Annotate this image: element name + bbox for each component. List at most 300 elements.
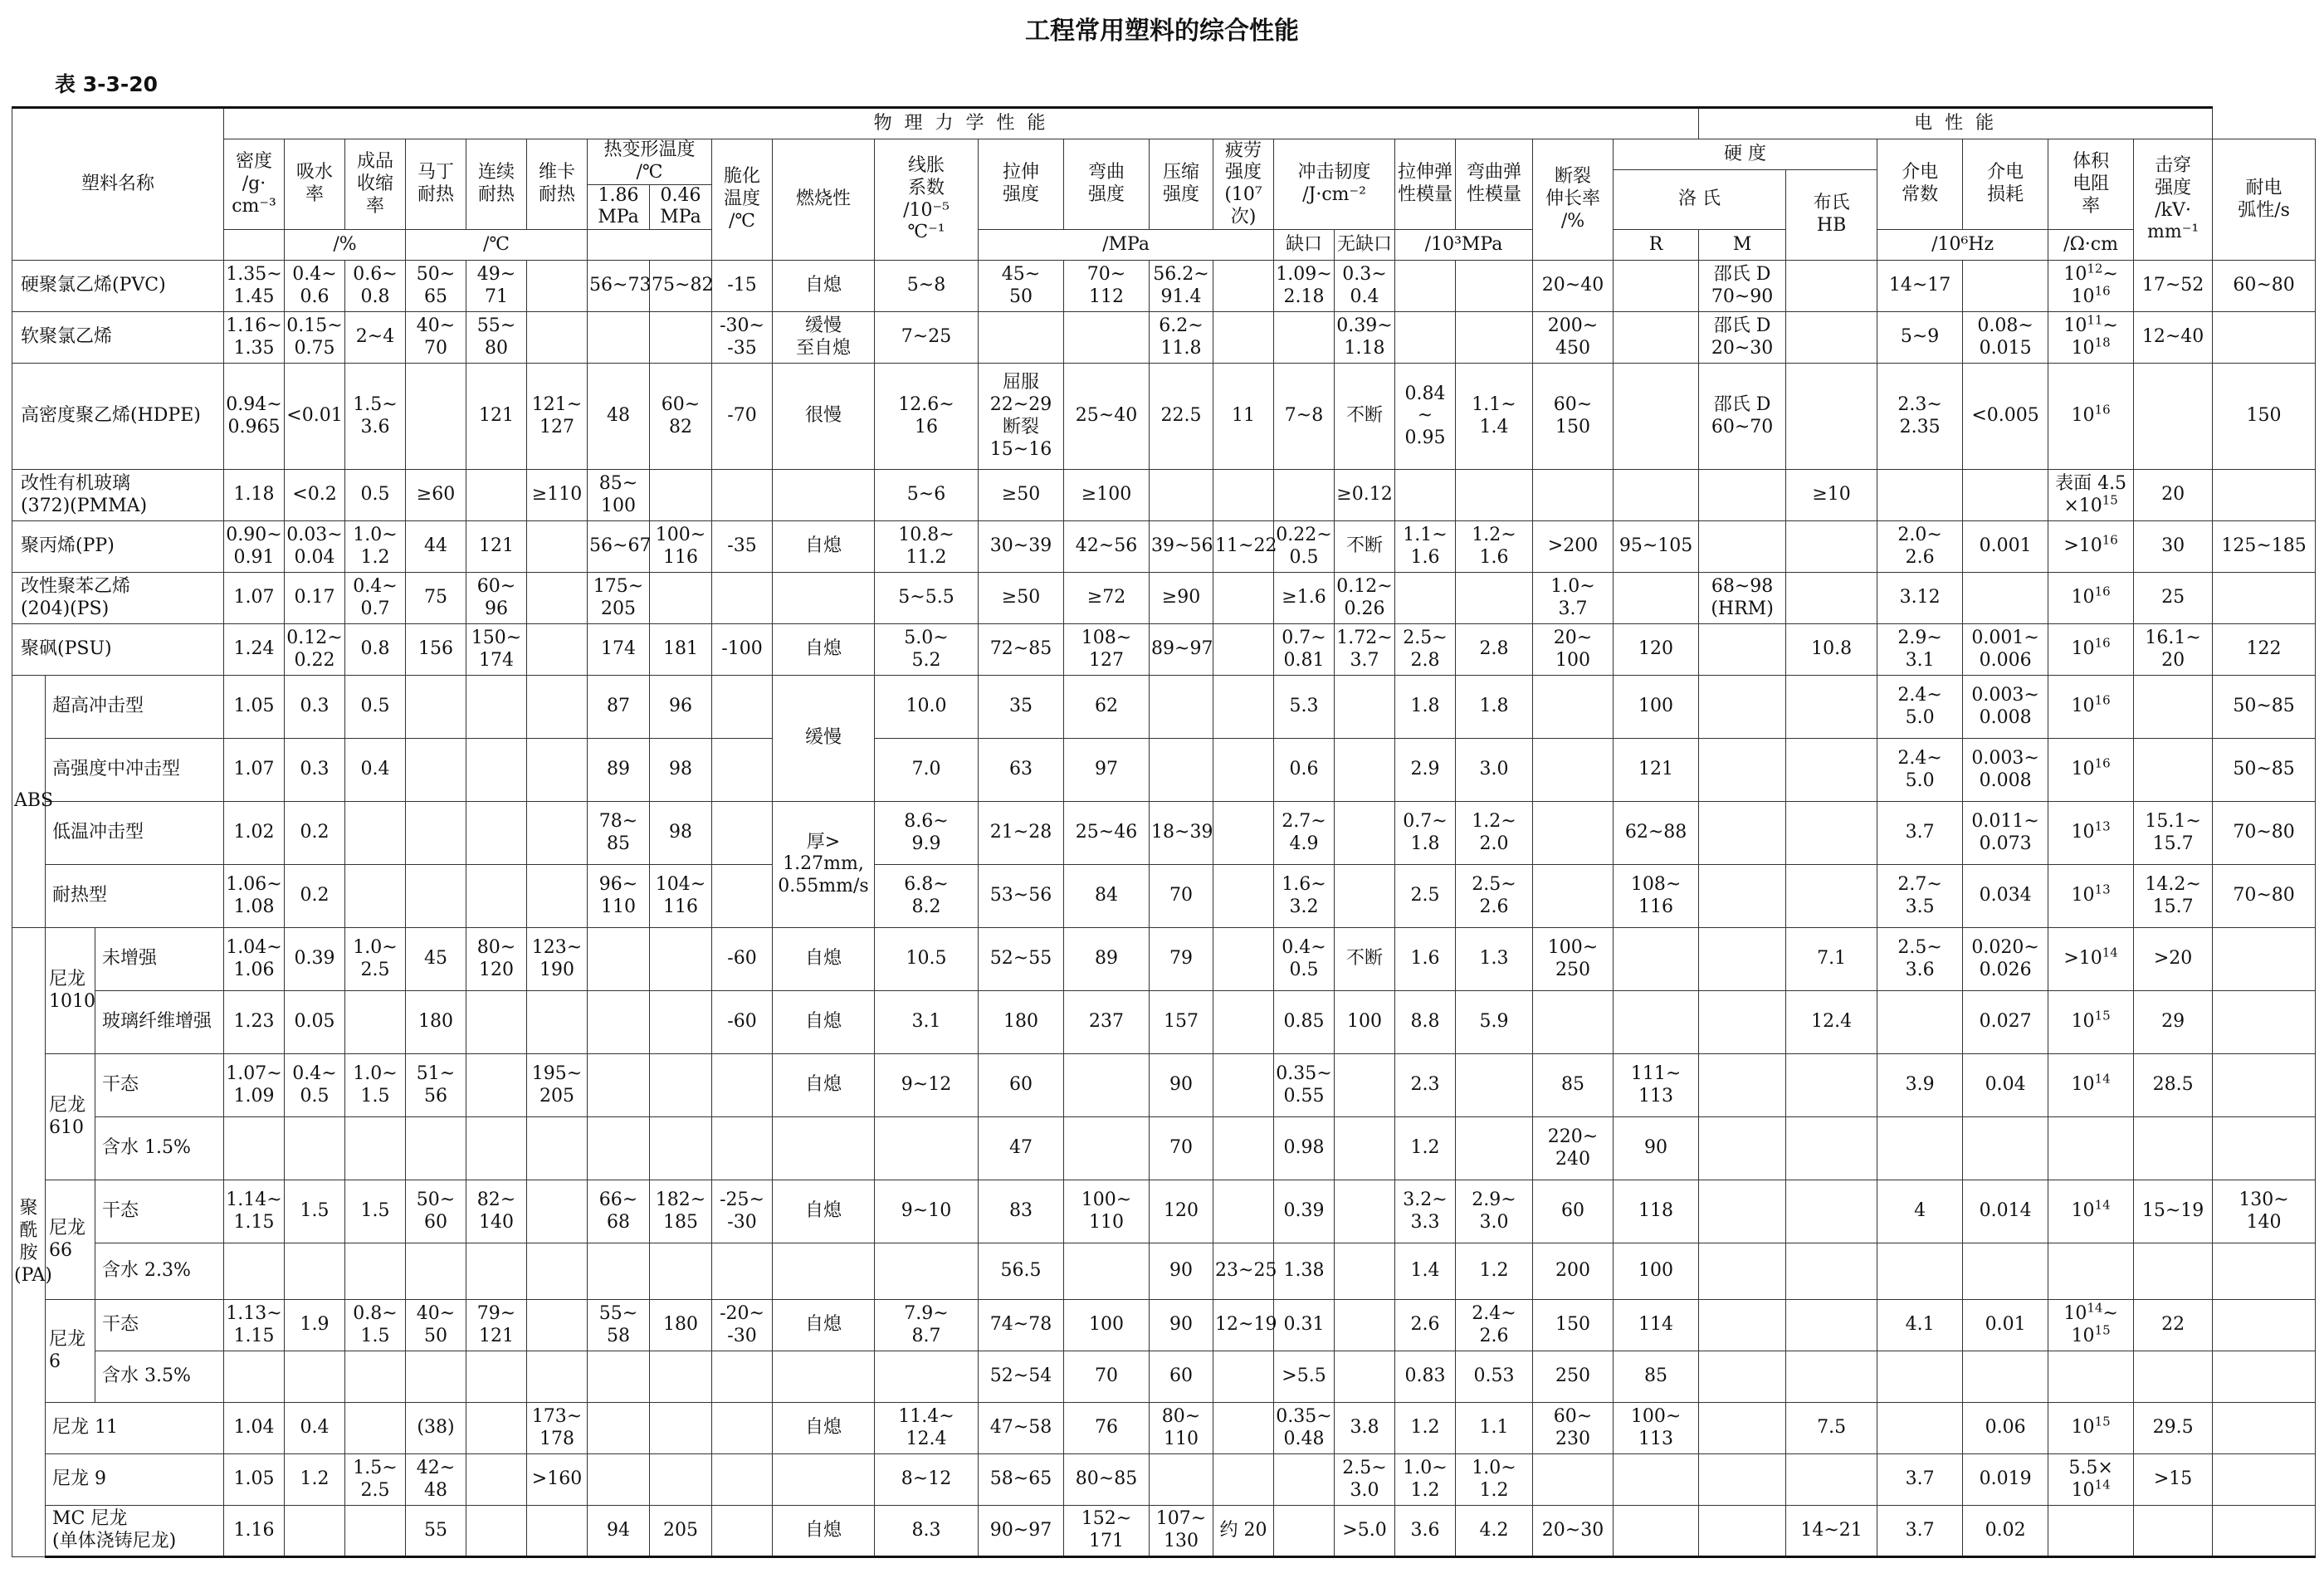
table-row (12, 865, 2316, 928)
value-cell-comp: 120 (1150, 1180, 1213, 1243)
value-cell-hdt046 (650, 928, 712, 991)
value-cell-elong: 100~ 250 (1533, 928, 1614, 991)
value-cell-comp: 18~39 (1150, 802, 1213, 865)
table-row (12, 1454, 2316, 1506)
value-cell-shrink: 0.4~ 0.7 (345, 573, 406, 624)
value-cell-dk: 14~17 (1877, 261, 1963, 312)
value-cell-tensile: 52~54 (979, 1351, 1064, 1403)
value-cell-hr: 62~88 (1614, 802, 1699, 865)
value-cell-vicat (527, 261, 588, 312)
value-cell-fatigue (1213, 1454, 1274, 1506)
value-cell-tmod (1395, 261, 1456, 312)
value-cell-bd: 15~19 (2134, 1180, 2213, 1243)
value-cell-hm (1699, 676, 1786, 739)
value-cell-fatigue: 约 20 (1213, 1506, 1274, 1557)
value-cell-tmod: 1.2 (1395, 1403, 1456, 1454)
value-cell-df: 0.019 (1963, 1454, 2048, 1506)
value-cell-flex: 80~85 (1064, 1454, 1150, 1506)
value-cell-flame (773, 1454, 875, 1506)
header-unit-pct: /% (285, 230, 406, 261)
value-cell-fatigue (1213, 573, 1274, 624)
value-cell-bd (2134, 739, 2213, 802)
value-cell-comp: 90 (1150, 1300, 1213, 1351)
value-cell-hdt186 (588, 991, 650, 1054)
value-cell-notched (1274, 470, 1335, 521)
value-cell-df (1963, 1117, 2048, 1180)
value-cell-bd: 29.5 (2134, 1403, 2213, 1454)
header-flammability: 燃烧性 (773, 139, 875, 261)
value-cell-notched: 0.35~ 0.55 (1274, 1054, 1335, 1117)
material-name: 尼龙 9 (46, 1454, 224, 1506)
value-cell-cte: 7.0 (875, 739, 979, 802)
value-cell-tensile: 35 (979, 676, 1064, 739)
value-cell-hdt186 (588, 1243, 650, 1300)
value-cell-comp: 80~ 110 (1150, 1403, 1213, 1454)
value-cell-cont (466, 739, 527, 802)
value-cell-flex: 70 (1064, 1351, 1150, 1403)
table-row (12, 1506, 2316, 1557)
value-cell-hm (1699, 928, 1786, 991)
value-cell-hdt046 (650, 1117, 712, 1180)
value-cell-water: 0.03~ 0.04 (285, 521, 345, 573)
value-cell-fmod: 4.2 (1456, 1506, 1533, 1557)
table-row (12, 991, 2316, 1054)
value-cell-arc: 150 (2213, 364, 2316, 470)
value-cell-martens (406, 739, 466, 802)
value-cell-hr: 85 (1614, 1351, 1699, 1403)
value-cell-bd: 28.5 (2134, 1054, 2213, 1117)
value-cell-vr: 5.5× $10^{14}$ (2048, 1454, 2134, 1506)
value-cell-tensile: 30~39 (979, 521, 1064, 573)
value-cell-elong: 1.0~ 3.7 (1533, 573, 1614, 624)
value-cell-brittle: -20~ -30 (712, 1300, 773, 1351)
value-cell-hb: 12.4 (1786, 991, 1877, 1054)
value-cell-dk: 5~9 (1877, 312, 1963, 364)
value-cell-cont (466, 1506, 527, 1557)
value-cell-density: 1.04~ 1.06 (224, 928, 285, 991)
value-cell-brittle: -35 (712, 521, 773, 573)
value-cell-hb (1786, 1243, 1877, 1300)
value-cell-cte: 5~6 (875, 470, 979, 521)
value-cell-vr: $10^{11}\sim$ $10^{18}$ (2048, 312, 2134, 364)
value-cell-bd: 14.2~ 15.7 (2134, 865, 2213, 928)
value-cell-tensile: 45~ 50 (979, 261, 1064, 312)
value-cell-shrink (345, 802, 406, 865)
value-cell-elong: 200 (1533, 1243, 1614, 1300)
value-cell-flex: 108~ 127 (1064, 624, 1150, 676)
value-cell-martens: (38) (406, 1403, 466, 1454)
value-cell-cte: 10.0 (875, 676, 979, 739)
value-cell-vicat (527, 312, 588, 364)
value-cell-flex: 237 (1064, 991, 1150, 1054)
value-cell-bd: 12~40 (2134, 312, 2213, 364)
value-cell-vicat: 121~ 127 (527, 364, 588, 470)
value-cell-dk: 2.4~ 5.0 (1877, 676, 1963, 739)
value-cell-cont (466, 991, 527, 1054)
value-cell-df: 0.011~ 0.073 (1963, 802, 2048, 865)
value-cell-hdt046 (650, 1054, 712, 1117)
value-cell-arc (2213, 1506, 2316, 1557)
value-cell-tensile: 47~58 (979, 1403, 1064, 1454)
value-cell-comp: 60 (1150, 1351, 1213, 1403)
header-mold-shrinkage: 成品 收缩 率 (345, 139, 406, 230)
value-cell-hb (1786, 364, 1877, 470)
header-tensile-modulus: 拉伸弹 性模量 (1395, 139, 1456, 230)
table-row (12, 521, 2316, 573)
value-cell-shrink: 0.8~ 1.5 (345, 1300, 406, 1351)
value-cell-martens: 50~ 65 (406, 261, 466, 312)
value-cell-cte: 12.6~ 16 (875, 364, 979, 470)
value-cell-unnotched (1335, 865, 1395, 928)
value-cell-cte: 7~25 (875, 312, 979, 364)
header-unit-density (224, 230, 285, 261)
value-cell-hdt186: 56~73 (588, 261, 650, 312)
value-cell-fmod: 5.9 (1456, 991, 1533, 1054)
material-name: 聚砜(PSU) (12, 624, 224, 676)
value-cell-shrink (345, 1506, 406, 1557)
value-cell-arc (2213, 470, 2316, 521)
value-cell-notched: 0.31 (1274, 1300, 1335, 1351)
value-cell-flex: 100 (1064, 1300, 1150, 1351)
value-cell-density: 1.16 (224, 1506, 285, 1557)
header-hdt: 热变形温度 /℃ (588, 139, 712, 185)
value-cell-hdt046: 75~82 (650, 261, 712, 312)
value-cell-hdt046: 181 (650, 624, 712, 676)
value-cell-hm (1699, 470, 1786, 521)
value-cell-tensile: 74~78 (979, 1300, 1064, 1351)
value-cell-comp: 6.2~ 11.8 (1150, 312, 1213, 364)
value-cell-hm (1699, 802, 1786, 865)
value-cell-fatigue: 12~19 (1213, 1300, 1274, 1351)
value-cell-notched: 0.7~ 0.81 (1274, 624, 1335, 676)
value-cell-bd (2134, 1243, 2213, 1300)
value-cell-dk (1877, 470, 1963, 521)
value-cell-comp (1150, 739, 1213, 802)
value-cell-hdt046: 98 (650, 802, 712, 865)
value-cell-hdt046: 205 (650, 1506, 712, 1557)
value-cell-brittle: -30~ -35 (712, 312, 773, 364)
group-label-nylon1010: 尼龙 1010 (46, 928, 95, 1054)
value-cell-water: 0.15~ 0.75 (285, 312, 345, 364)
value-cell-density (224, 1243, 285, 1300)
value-cell-flame: 缓慢 (773, 676, 875, 802)
value-cell-water: 0.2 (285, 802, 345, 865)
value-cell-bd: 16.1~ 20 (2134, 624, 2213, 676)
value-cell-fatigue (1213, 991, 1274, 1054)
value-cell-vr (2048, 1117, 2134, 1180)
header-unit-modulus: /10³MPa (1395, 230, 1533, 261)
value-cell-density: 0.94~ 0.965 (224, 364, 285, 470)
value-cell-bd (2134, 676, 2213, 739)
value-cell-comp (1150, 1454, 1213, 1506)
value-cell-flame: 自熄 (773, 991, 875, 1054)
value-cell-vicat (527, 1506, 588, 1557)
value-cell-hb (1786, 676, 1877, 739)
value-cell-comp: 56.2~ 91.4 (1150, 261, 1213, 312)
table-row (12, 1117, 2316, 1180)
value-cell-cont (466, 470, 527, 521)
value-cell-vr: $>10^{16}$ (2048, 521, 2134, 573)
value-cell-vr: $10^{14}\sim$ $10^{15}$ (2048, 1300, 2134, 1351)
value-cell-unnotched: 不断 (1335, 928, 1395, 991)
header-compressive: 压缩 强度 (1150, 139, 1213, 230)
value-cell-flex: 76 (1064, 1403, 1150, 1454)
value-cell-fatigue (1213, 312, 1274, 364)
value-cell-fmod (1456, 261, 1533, 312)
value-cell-fatigue (1213, 1117, 1274, 1180)
value-cell-fatigue (1213, 739, 1274, 802)
value-cell-vr (2048, 1351, 2134, 1403)
value-cell-brittle: -15 (712, 261, 773, 312)
value-cell-notched: 0.6 (1274, 739, 1335, 802)
value-cell-tmod: 0.7~ 1.8 (1395, 802, 1456, 865)
value-cell-dk: 2.0~ 2.6 (1877, 521, 1963, 573)
value-cell-hdt046: 180 (650, 1300, 712, 1351)
table-row (12, 802, 2316, 865)
value-cell-vr: $10^{16}$ (2048, 676, 2134, 739)
value-cell-dk: 2.7~ 3.5 (1877, 865, 1963, 928)
header-arc-resistance: 耐电 弧性/s (2213, 139, 2316, 261)
value-cell-hm (1699, 1351, 1786, 1403)
value-cell-brittle (712, 865, 773, 928)
value-cell-df: 0.003~ 0.008 (1963, 739, 2048, 802)
value-cell-df (1963, 573, 2048, 624)
value-cell-flame: 自熄 (773, 1054, 875, 1117)
material-name: 硬聚氯乙烯(PVC) (12, 261, 224, 312)
value-cell-fatigue (1213, 1403, 1274, 1454)
value-cell-flame: 自熄 (773, 928, 875, 991)
material-name: 玻璃纤维增强 (95, 991, 224, 1054)
value-cell-hdt046: 182~ 185 (650, 1180, 712, 1243)
value-cell-vr: $10^{14}$ (2048, 1054, 2134, 1117)
value-cell-dk (1877, 1403, 1963, 1454)
value-cell-arc: 70~80 (2213, 865, 2316, 928)
value-cell-hr (1614, 312, 1699, 364)
value-cell-arc (2213, 573, 2316, 624)
value-cell-brittle: -25~ -30 (712, 1180, 773, 1243)
table-row (12, 364, 2316, 470)
value-cell-unnotched (1335, 1180, 1395, 1243)
header-flexural: 弯曲 强度 (1064, 139, 1150, 230)
header-fatigue: 疲劳 强度 (10⁷次) (1213, 139, 1274, 230)
value-cell-density: 1.13~ 1.15 (224, 1300, 285, 1351)
value-cell-cont (466, 865, 527, 928)
value-cell-tensile: 53~56 (979, 865, 1064, 928)
value-cell-tensile (979, 312, 1064, 364)
value-cell-vicat (527, 739, 588, 802)
value-cell-hdt186 (588, 1117, 650, 1180)
value-cell-hdt046 (650, 1351, 712, 1403)
value-cell-comp: ≥90 (1150, 573, 1213, 624)
value-cell-martens (406, 676, 466, 739)
value-cell-density: 1.02 (224, 802, 285, 865)
value-cell-martens (406, 1117, 466, 1180)
value-cell-hdt186 (588, 1054, 650, 1117)
value-cell-hb (1786, 1454, 1877, 1506)
value-cell-fmod: 0.53 (1456, 1351, 1533, 1403)
value-cell-vicat (527, 1180, 588, 1243)
value-cell-cte: 8.6~ 9.9 (875, 802, 979, 865)
header-hardness: 硬 度 (1614, 139, 1877, 170)
value-cell-cont: 49~ 71 (466, 261, 527, 312)
value-cell-bd: 29 (2134, 991, 2213, 1054)
value-cell-density: 1.05 (224, 676, 285, 739)
material-name: 尼龙 11 (46, 1403, 224, 1454)
value-cell-bd: >15 (2134, 1454, 2213, 1506)
header-dielectric-loss: 介电 损耗 (1963, 139, 2048, 230)
value-cell-cont: 82~ 140 (466, 1180, 527, 1243)
value-cell-elong (1533, 865, 1614, 928)
value-cell-cont (466, 676, 527, 739)
value-cell-hdt186: 85~ 100 (588, 470, 650, 521)
value-cell-density: 1.35~ 1.45 (224, 261, 285, 312)
value-cell-notched: 0.35~ 0.48 (1274, 1403, 1335, 1454)
value-cell-hm (1699, 865, 1786, 928)
value-cell-hdt046: 96 (650, 676, 712, 739)
value-cell-bd: 20 (2134, 470, 2213, 521)
value-cell-fmod: 1.8 (1456, 676, 1533, 739)
value-cell-hb (1786, 1300, 1877, 1351)
value-cell-hr: 90 (1614, 1117, 1699, 1180)
header-vicat: 维卡 耐热 (527, 139, 588, 230)
value-cell-arc (2213, 1403, 2316, 1454)
value-cell-brittle: -60 (712, 991, 773, 1054)
value-cell-cont: 150~ 174 (466, 624, 527, 676)
value-cell-hb (1786, 573, 1877, 624)
value-cell-fatigue (1213, 676, 1274, 739)
value-cell-martens: 40~ 70 (406, 312, 466, 364)
material-name: 干态 (95, 1054, 224, 1117)
value-cell-tmod (1395, 312, 1456, 364)
table-row (12, 1243, 2316, 1300)
value-cell-dk: 2.3~ 2.35 (1877, 364, 1963, 470)
header-brinell: 布氏 HB (1786, 170, 1877, 261)
value-cell-water: 0.3 (285, 739, 345, 802)
value-cell-density: 1.23 (224, 991, 285, 1054)
value-cell-hdt046 (650, 1454, 712, 1506)
value-cell-hb (1786, 1117, 1877, 1180)
value-cell-hdt186: 89 (588, 739, 650, 802)
value-cell-vicat (527, 1300, 588, 1351)
value-cell-tensile: 52~55 (979, 928, 1064, 991)
value-cell-hm (1699, 991, 1786, 1054)
value-cell-tmod: 1.6 (1395, 928, 1456, 991)
value-cell-df: 0.08~ 0.015 (1963, 312, 2048, 364)
value-cell-vr: $10^{12}\sim$ $10^{16}$ (2048, 261, 2134, 312)
value-cell-notched: ≥1.6 (1274, 573, 1335, 624)
table-body (12, 261, 2316, 1557)
value-cell-fatigue (1213, 1054, 1274, 1117)
table-row (12, 470, 2316, 521)
table-row (12, 573, 2316, 624)
value-cell-hm: 邵氏 D 60~70 (1699, 364, 1786, 470)
value-cell-tmod: 1.2 (1395, 1117, 1456, 1180)
value-cell-hdt046 (650, 991, 712, 1054)
value-cell-cte: 8.3 (875, 1506, 979, 1557)
value-cell-bd (2134, 364, 2213, 470)
value-cell-flame (773, 1117, 875, 1180)
value-cell-elong (1533, 676, 1614, 739)
value-cell-vr: $10^{16}$ (2048, 573, 2134, 624)
value-cell-water: 0.4~ 0.6 (285, 261, 345, 312)
value-cell-water (285, 1117, 345, 1180)
table-row (12, 739, 2316, 802)
value-cell-martens: 40~ 50 (406, 1300, 466, 1351)
value-cell-water: 0.12~ 0.22 (285, 624, 345, 676)
table-row (12, 1054, 2316, 1117)
value-cell-hdt046: 104~ 116 (650, 865, 712, 928)
value-cell-hdt186: 66~ 68 (588, 1180, 650, 1243)
value-cell-cte (875, 1117, 979, 1180)
value-cell-unnotched: 0.39~ 1.18 (1335, 312, 1395, 364)
value-cell-vr: $>10^{14}$ (2048, 928, 2134, 991)
value-cell-flex: 42~56 (1064, 521, 1150, 573)
value-cell-density (224, 1351, 285, 1403)
value-cell-brittle (712, 1506, 773, 1557)
value-cell-water: 0.4 (285, 1403, 345, 1454)
value-cell-cte: 6.8~ 8.2 (875, 865, 979, 928)
group-label-pa: 聚 酰 胺 (PA) (12, 928, 46, 1557)
value-cell-vr: $10^{15}$ (2048, 1403, 2134, 1454)
value-cell-vicat: >160 (527, 1454, 588, 1506)
material-name: 改性有机玻璃 (372)(PMMA) (12, 470, 224, 521)
value-cell-fmod: 1.1~ 1.4 (1456, 364, 1533, 470)
value-cell-shrink: 1.0~ 2.5 (345, 928, 406, 991)
value-cell-brittle (712, 1351, 773, 1403)
value-cell-notched (1274, 312, 1335, 364)
header-hdt-186: 1.86 MPa (588, 184, 650, 230)
value-cell-notched: 2.7~ 4.9 (1274, 802, 1335, 865)
value-cell-fmod: 2.9~ 3.0 (1456, 1180, 1533, 1243)
value-cell-unnotched (1335, 676, 1395, 739)
value-cell-hr (1614, 261, 1699, 312)
value-cell-arc (2213, 1117, 2316, 1180)
value-cell-comp (1150, 470, 1213, 521)
value-cell-vicat (527, 1351, 588, 1403)
value-cell-martens: 55 (406, 1506, 466, 1557)
value-cell-hb (1786, 1180, 1877, 1243)
value-cell-bd (2134, 1117, 2213, 1180)
value-cell-hdt186: 56~67 (588, 521, 650, 573)
value-cell-df: 0.06 (1963, 1403, 2048, 1454)
value-cell-dk (1877, 1243, 1963, 1300)
value-cell-hdt046 (650, 1403, 712, 1454)
value-cell-shrink: 0.5 (345, 676, 406, 739)
value-cell-flex (1064, 1117, 1150, 1180)
header-martens: 马丁 耐热 (406, 139, 466, 230)
value-cell-notched: 0.85 (1274, 991, 1335, 1054)
header-unit-hdt (588, 230, 712, 261)
header-material-name: 塑料名称 (12, 108, 224, 261)
value-cell-hdt186 (588, 1403, 650, 1454)
value-cell-vicat: 195~ 205 (527, 1054, 588, 1117)
value-cell-density: 1.06~ 1.08 (224, 865, 285, 928)
header-elongation: 断裂 伸长率 /% (1533, 139, 1614, 261)
value-cell-arc: 70~80 (2213, 802, 2316, 865)
value-cell-tensile: 58~65 (979, 1454, 1064, 1506)
value-cell-martens (406, 364, 466, 470)
value-cell-notched: 7~8 (1274, 364, 1335, 470)
value-cell-tmod: 0.84 ~ 0.95 (1395, 364, 1456, 470)
value-cell-fatigue (1213, 1351, 1274, 1403)
material-name: 含水 3.5% (95, 1351, 224, 1403)
value-cell-flame (773, 1243, 875, 1300)
value-cell-hdt186 (588, 928, 650, 991)
value-cell-arc: 50~85 (2213, 739, 2316, 802)
value-cell-df: 0.04 (1963, 1054, 2048, 1117)
value-cell-vr: $10^{16}$ (2048, 364, 2134, 470)
value-cell-fatigue (1213, 624, 1274, 676)
